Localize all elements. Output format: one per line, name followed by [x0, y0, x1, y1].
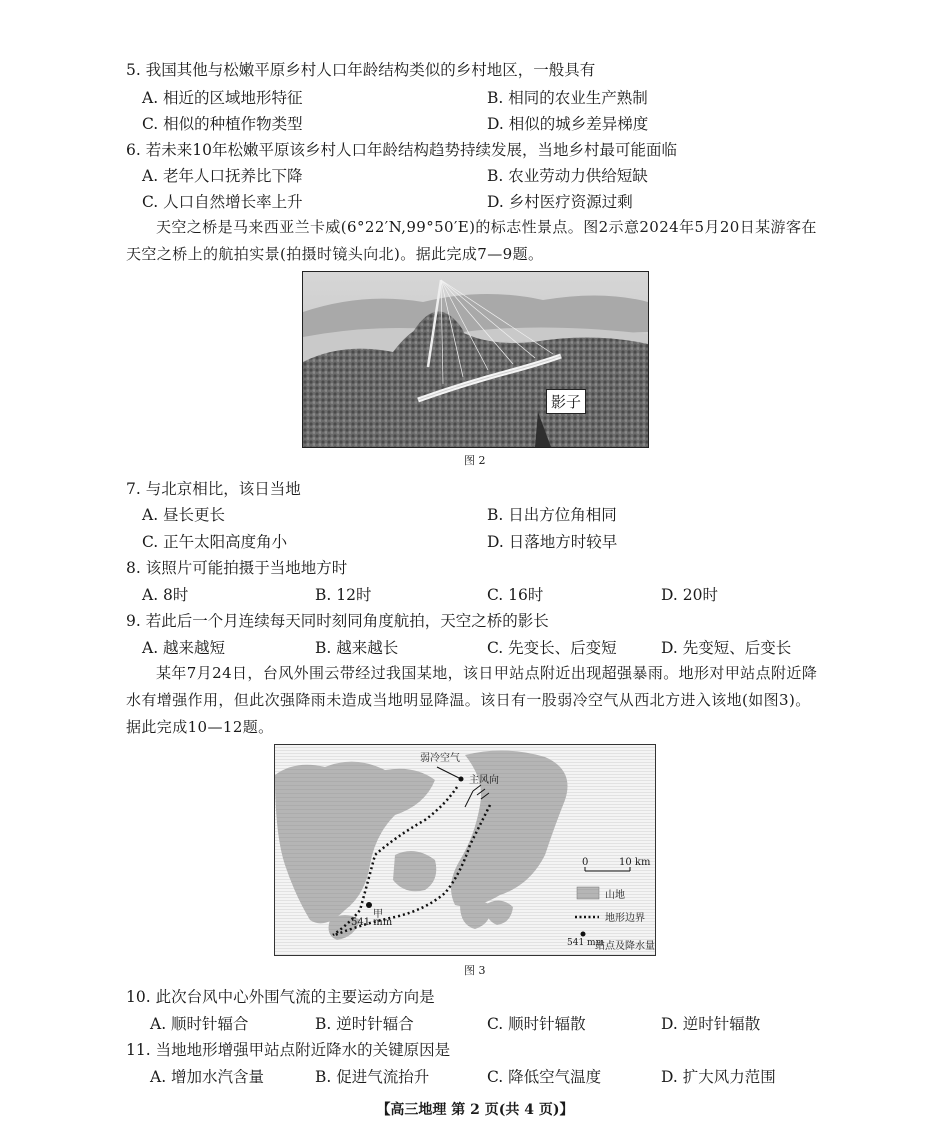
- legend-station-label: 站点及降水量: [595, 941, 655, 952]
- legend-mountain-swatch: [577, 887, 599, 899]
- question-5-stem: 5. 我国其他与松嫩平原乡村人口年龄结构类似的乡村地区，一般具有: [126, 61, 596, 79]
- scale-length-label: 10 km: [619, 857, 651, 868]
- page-footer: 【高三地理 第 2 页(共 4 页)】: [376, 1102, 574, 1118]
- question-7-option-b: B. 日出方位角相同: [487, 506, 617, 524]
- question-11-option-a: A. 增加水汽含量: [150, 1068, 265, 1086]
- question-6-option-d: D. 乡村医疗资源过剩: [487, 193, 633, 211]
- question-6-option-b: B. 农业劳动力供给短缺: [487, 167, 648, 185]
- question-5-option-b: B. 相同的农业生产熟制: [487, 89, 648, 107]
- question-10-stem: 10. 此次台风中心外围气流的主要运动方向是: [126, 988, 435, 1006]
- mountain-area-west: [275, 762, 435, 924]
- question-8-stem: 8. 该照片可能拍摄于当地地方时: [126, 559, 348, 577]
- question-9-option-b: B. 越来越长: [315, 639, 399, 657]
- question-7-option-a: A. 昼长更长: [142, 506, 226, 524]
- passage-typhoon: 某年7月24日，台风外围云带经过我国某地，该日甲站点附近出现超强暴雨。地形对甲站点附近降水有增强作用，但此次强降雨未造成当地明显降温。该日有一股弱冷空气从西北方进入该地(如图3)。据此完成10—12题。: [126, 664, 818, 736]
- question-5-option-c: C. 相似的种植作物类型: [142, 115, 303, 133]
- mountain-area-center: [393, 851, 436, 891]
- question-6-stem: 6. 若未来10年松嫩平原该乡村人口年龄结构趋势持续发展，当地乡村最可能面临: [126, 141, 677, 159]
- figure-3-caption: 图 3: [464, 964, 486, 977]
- question-11-stem: 11. 当地地形增强甲站点附近降水的关键原因是: [126, 1041, 451, 1059]
- question-10-option-c: C. 顺时针辐散: [487, 1015, 586, 1033]
- question-9-option-a: A. 越来越短: [142, 639, 226, 657]
- question-7-stem: 7. 与北京相比，该日当地: [126, 480, 301, 498]
- question-6-option-c: C. 人口自然增长率上升: [142, 193, 303, 211]
- wind-direction-label: 主风向: [469, 775, 499, 786]
- question-8-option-d: D. 20时: [661, 586, 718, 604]
- legend-station-sample: 541 mm: [567, 938, 605, 948]
- question-5-option-a: A. 相近的区域地形特征: [142, 89, 303, 107]
- question-11-option-b: B. 促进气流抬升: [315, 1068, 430, 1086]
- legend-boundary-label: 地形边界: [605, 913, 645, 924]
- mountain-area-south: [460, 900, 490, 929]
- question-10-option-a: A. 顺时针辐合: [150, 1015, 249, 1033]
- question-5-option-d: D. 相似的城乡差异梯度: [487, 115, 649, 133]
- question-8-option-a: A. 8时: [142, 586, 189, 604]
- passage-sky-bridge: 天空之桥是马来西亚兰卡威(6°22′N,99°50′E)的标志性景点。图2示意2024年5月20日某游客在天空之桥上的航拍实景(拍摄时镜头向北)。据此完成7—9题。: [126, 218, 817, 263]
- wind-direction-barb: [465, 791, 473, 807]
- station-jia-point: [366, 902, 372, 908]
- question-8-option-c: C. 16时: [487, 586, 544, 604]
- cold-air-arrow: [437, 767, 461, 779]
- question-8-option-b: B. 12时: [315, 586, 372, 604]
- sky-bridge-aerial-image: [303, 272, 648, 447]
- question-6-option-a: A. 老年人口抚养比下降: [142, 167, 303, 185]
- question-9-stem: 9. 若此后一个月连续每天同时刻同角度航拍，天空之桥的影长: [126, 612, 549, 630]
- station-name-label: 甲: [373, 909, 383, 920]
- cold-air-label: 弱冷空气: [420, 753, 460, 764]
- question-11-option-c: C. 降低空气温度: [487, 1068, 602, 1086]
- mountain-area-south-2: [485, 900, 513, 925]
- question-11-option-d: D. 扩大风力范围: [661, 1068, 776, 1086]
- terrain-map-graphic: [275, 745, 655, 955]
- question-9-option-d: D. 先变短、后变长: [661, 639, 792, 657]
- question-7-option-d: D. 日落地方时较早: [487, 533, 618, 551]
- figure-2-photo: [302, 271, 649, 448]
- figure-3-map: [274, 744, 656, 956]
- question-10-option-b: B. 逆时针辐合: [315, 1015, 414, 1033]
- question-9-option-c: C. 先变长、后变短: [487, 639, 617, 657]
- scale-zero-label: 0: [582, 857, 589, 868]
- legend-station-swatch: [581, 932, 586, 937]
- station-value-label: 541 mm: [351, 917, 393, 928]
- question-10-option-d: D. 逆时针辐散: [661, 1015, 761, 1033]
- figure-2-caption: 图 2: [464, 454, 486, 467]
- shadow-label: 影子: [546, 389, 586, 414]
- legend-mountain-label: 山地: [605, 890, 625, 901]
- question-7-option-c: C. 正午太阳高度角小: [142, 533, 288, 551]
